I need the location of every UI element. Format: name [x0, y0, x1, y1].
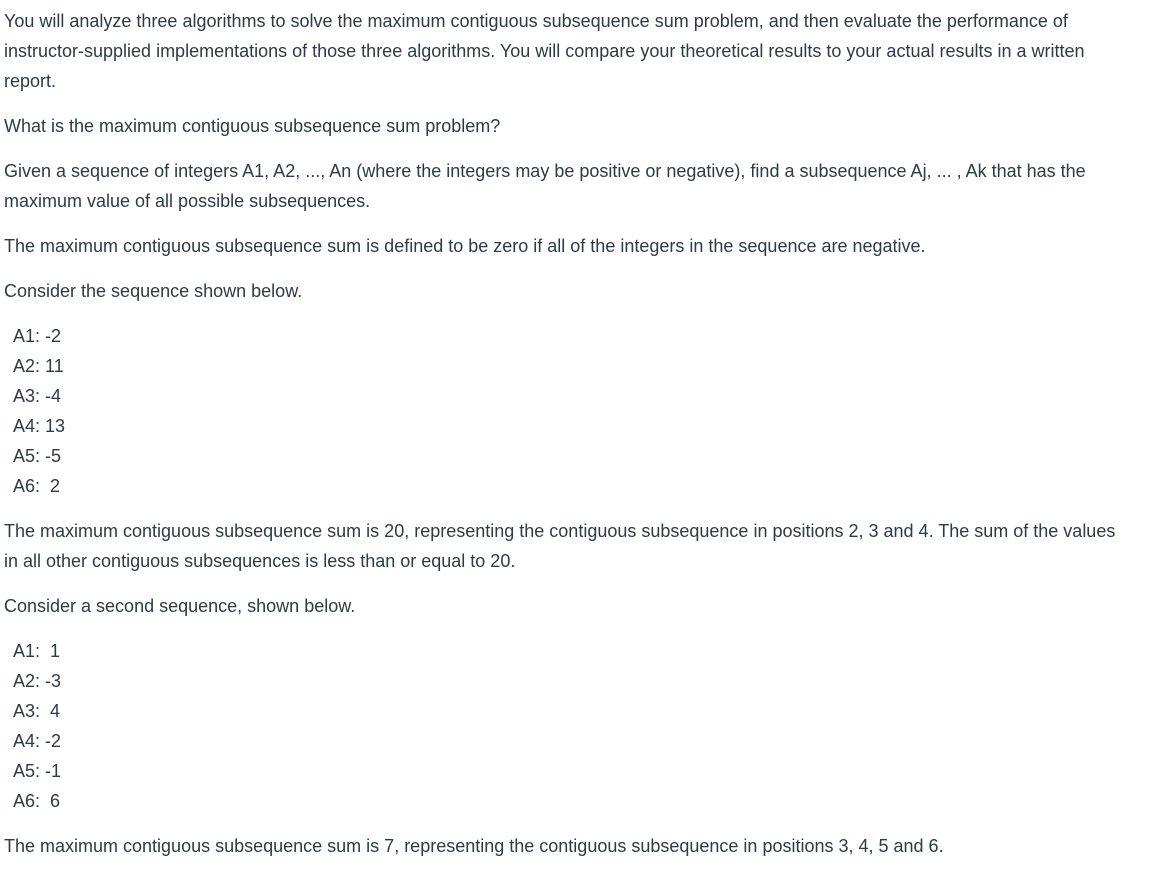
consider-second-sequence-paragraph: Consider a second sequence, shown below. — [4, 596, 356, 616]
sequence-value: -2 — [45, 731, 62, 751]
sequence-value: 2 — [45, 476, 61, 496]
sequence-label: A5: — [13, 761, 41, 781]
sequence-label: A5: — [13, 446, 41, 466]
question-paragraph: What is the maximum contiguous subsequence sum problem? — [4, 116, 501, 136]
list-item — [13, 441, 1130, 471]
problem-definition-paragraph: Given a sequence of integers A1, A2, ..., An (where the integers may be positive or negative), find a subsequence Aj, ... , Ak that has the maximum value of all possible subsequences. — [4, 161, 1086, 211]
sequence-label: A3: — [13, 701, 41, 721]
list-item — [13, 636, 1130, 666]
sequence-value: 6 — [45, 791, 61, 811]
sequence-value: 13 — [45, 416, 66, 436]
zero-rule-paragraph: The maximum contiguous subsequence sum is defined to be zero if all of the integers in the sequence are negative. — [4, 236, 926, 256]
list-item — [13, 471, 1130, 501]
sequence-value: 1 — [45, 641, 61, 661]
sequence-value: -1 — [45, 761, 62, 781]
list-item — [13, 786, 1130, 816]
list-item — [13, 381, 1130, 411]
sequence-label: A6: — [13, 791, 41, 811]
sequence-value: 4 — [45, 701, 61, 721]
sequence-label: A3: — [13, 386, 41, 406]
sequence-label: A2: — [13, 356, 41, 376]
first-result-paragraph: The maximum contiguous subsequence sum is 20, representing the contiguous subsequence in positions 2, 3 and 4. The sum of the values in all other contiguous subsequences is less than or equal to 20. — [4, 521, 1116, 571]
sequence-label: A1: — [13, 641, 41, 661]
list-item — [13, 726, 1130, 756]
first-sequence-list — [4, 321, 1130, 501]
list-item — [13, 756, 1130, 786]
sequence-label: A1: — [13, 326, 41, 346]
sequence-label: A6: — [13, 476, 41, 496]
sequence-value: -5 — [45, 446, 62, 466]
consider-first-sequence-paragraph: Consider the sequence shown below. — [4, 281, 303, 301]
list-item — [13, 321, 1130, 351]
sequence-value: 11 — [45, 356, 64, 376]
sequence-label: A4: — [13, 416, 41, 436]
sequence-value: -2 — [45, 326, 62, 346]
sequence-value: -3 — [45, 671, 62, 691]
sequence-label: A2: — [13, 671, 41, 691]
second-result-paragraph: The maximum contiguous subsequence sum is 7, representing the contiguous subsequence in positions 3, 4, 5 and 6. — [4, 836, 944, 856]
sequence-value: -4 — [45, 386, 62, 406]
second-sequence-list — [4, 636, 1130, 816]
list-item — [13, 696, 1130, 726]
list-item — [13, 351, 1130, 381]
intro-paragraph: You will analyze three algorithms to solve the maximum contiguous subsequence sum problem, and then evaluate the performance of instructor-supplied implementations of those three algorithms. You will compare your theoretical results to your actual results in a written report. — [4, 11, 1085, 91]
list-item — [13, 666, 1130, 696]
list-item — [13, 411, 1130, 441]
sequence-label: A4: — [13, 731, 41, 751]
